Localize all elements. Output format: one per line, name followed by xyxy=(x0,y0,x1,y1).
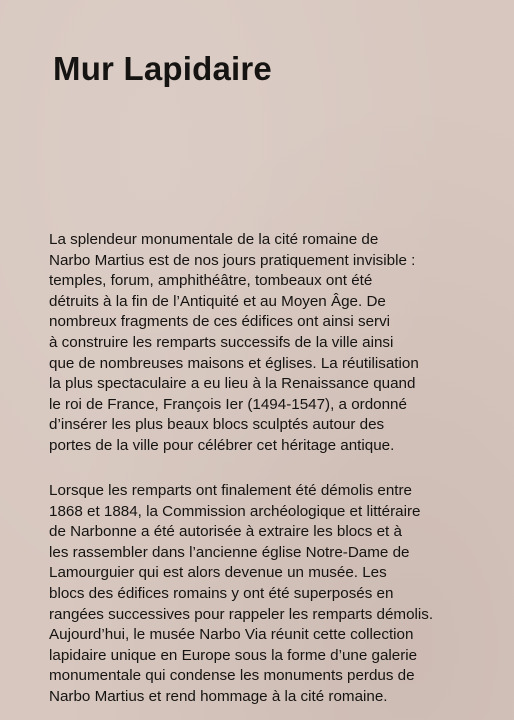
text-line: lapidaire unique en Europe sous la forme d’une galerie xyxy=(49,646,418,664)
text-line: que de nombreuses maisons et églises. La réutilisation xyxy=(49,354,419,372)
panel-title: Mur Lapidaire xyxy=(53,50,272,87)
text-line: les rassembler dans l’ancienne église Notre-Dame de xyxy=(49,543,410,561)
text-line: détruits à la fin de l’Antiquité et au Moyen Âge. De xyxy=(49,292,386,310)
text-line: Narbo Martius est de nos jours pratiquement invisible : xyxy=(49,251,416,269)
text-line: monumentale qui condense les monuments perdus de xyxy=(49,667,415,685)
text-line: rangées successives pour rappeler les remparts démolis. xyxy=(49,605,434,623)
text-line: nombreux fragments de ces édifices ont ainsi servi xyxy=(49,313,391,331)
text-line: la plus spectaculaire a eu lieu à la Renaissance quand xyxy=(49,375,416,393)
paragraph-history xyxy=(49,230,467,457)
text-line: La splendeur monumentale de la cité romaine de xyxy=(49,231,379,248)
text-line: Lamourguier qui est alors devenue un musée. Les xyxy=(49,564,387,582)
text-line: Lorsque les remparts ont finalement été démolis entre xyxy=(49,482,413,499)
text-line: Aujourd’hui, le musée Narbo Via réunit cette collection xyxy=(49,626,414,644)
paragraph-museum xyxy=(49,481,467,708)
text-line: Narbo Martius et rend hommage à la cité romaine. xyxy=(49,687,388,705)
text-line: de Narbonne a été autorisée à extraire les blocs et à xyxy=(49,523,402,541)
text-line: le roi de France, François Ier (1494-1547), a ordonné xyxy=(49,395,407,413)
text-line: 1868 et 1884, la Commission archéologique et littéraire xyxy=(49,502,421,520)
text-line: à construire les remparts successifs de la ville ainsi xyxy=(49,333,394,351)
text-line: portes de la ville pour célébrer cet héritage antique. xyxy=(49,436,395,454)
text-line: blocs des édifices romains y ont été superposés en xyxy=(49,584,394,602)
text-line: temples, forum, amphithéâtre, tombeaux ont été xyxy=(49,272,373,290)
text-line: d’insérer les plus beaux blocs sculptés autour des xyxy=(49,416,385,434)
